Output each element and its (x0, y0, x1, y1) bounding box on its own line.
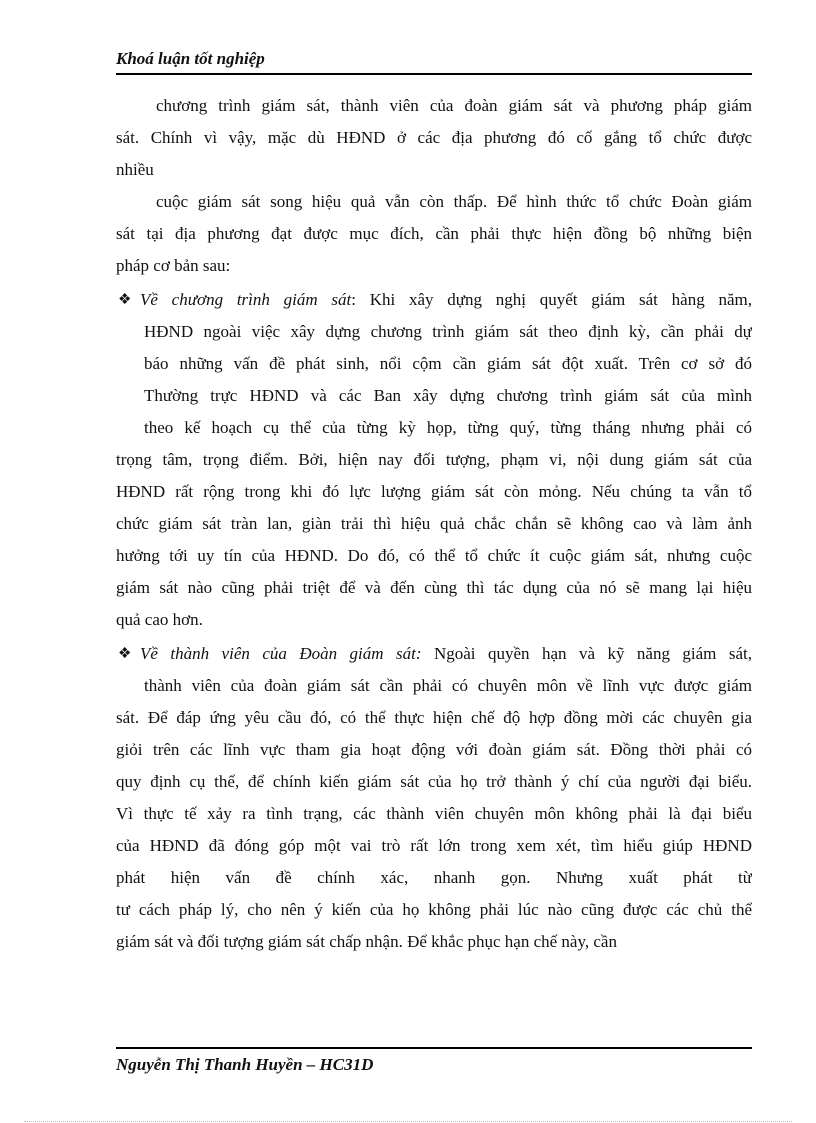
page-footer (116, 1047, 752, 1074)
text-line: của HĐND đã đóng góp một vai trò rất lớn trong xem xét, tìm hiểu giúp HĐND (116, 836, 752, 855)
text-line: sát. Chính vì vậy, mặc dù HĐND ở các địa phương đó cố gắng tổ chức được (116, 128, 752, 147)
text-line (140, 284, 752, 316)
text-line: nhiều (116, 160, 154, 179)
text-line: chương trình giám sát, thành viên của đoàn giám sát và phương pháp giám (156, 96, 752, 115)
text-line: báo những vấn đề phát sinh, nổi cộm cần giám sát đột xuất. Trên cơ sở đó (144, 354, 752, 373)
text-line: giám sát nào cũng phải triệt để và đến cùng thì tác dụng của nó sẽ mang lại hiệu (116, 578, 752, 597)
text-line: HĐND rất rộng trong khi đó lực lượng giám sát còn mỏng. Nếu chúng ta vẫn tổ (116, 482, 752, 501)
line-text: Ngoài quyền hạn và kỹ năng giám sát, (421, 644, 752, 663)
diamond-bullet-icon: ❖ (118, 646, 132, 662)
text-line: thành viên của đoàn giám sát cần phải có chuyên môn về lĩnh vực được giám (144, 676, 752, 695)
text-line (140, 638, 752, 670)
text-line: giỏi trên các lĩnh vực tham gia hoạt động với đoàn giám sát. Đồng thời phải có (116, 740, 752, 759)
text-line: hưởng tới uy tín của HĐND. Do đó, có thể tổ chức ít cuộc giám sát, nhưng cuộc (116, 546, 752, 565)
text-line: Vì thực tế xảy ra tình trạng, các thành viên chuyên môn không phải là đại biểu (116, 804, 752, 823)
footer-author: Nguyễn Thị Thanh Huyền – HC31D (116, 1055, 374, 1074)
italic-heading: Về thành viên của Đoàn giám sát: (140, 644, 422, 663)
text-line: sát. Để đáp ứng yêu cầu đó, có thể thực hiện chế độ hợp đồng mời các chuyên gia (116, 708, 752, 727)
italic-heading: Về chương trình giám sát (140, 290, 352, 309)
page-header (116, 47, 752, 75)
line-text: : Khi xây dựng nghị quyết giám sát hàng năm, (351, 290, 752, 309)
text-line: giám sát và đối tượng giám sát chấp nhận. Để khắc phục hạn chế này, cần (116, 932, 617, 951)
text-line: phát hiện vấn đề chính xác, nhanh gọn. Nhưng xuất phát từ (116, 868, 752, 887)
text-line: tư cách pháp lý, cho nên ý kiến của họ không phải lúc nào cũng được các chủ thể (116, 900, 752, 919)
text-line: HĐND ngoài việc xây dựng chương trình giám sát theo định kỳ, cần phải dự (144, 322, 752, 341)
text-line: sát tại địa phương đạt được mục đích, cần phải thực hiện đồng bộ những biện (116, 224, 752, 243)
text-line: theo kế hoạch cụ thể của từng kỳ họp, từng quý, từng tháng nhưng phải có (144, 418, 752, 437)
diamond-bullet-icon: ❖ (118, 292, 132, 308)
page-bottom-border (24, 1121, 792, 1122)
text-line: quy định cụ thể, để chính kiến giám sát của họ trở thành ý chí của người đại biểu. (116, 772, 752, 791)
text-line: quả cao hơn. (116, 610, 203, 629)
text-line: chức giám sát tràn lan, giàn trải thì hiệu quả chắc chắn sẽ không cao và làm ảnh (116, 514, 752, 533)
header-title: Khoá luận tốt nghiệp (116, 49, 265, 68)
text-line: Thường trực HĐND và các Ban xây dựng chương trình giám sát của mình (144, 386, 752, 405)
text-line: cuộc giám sát song hiệu quả vẫn còn thấp. Để hình thức tổ chức Đoàn giám (156, 192, 752, 211)
text-line: pháp cơ bản sau: (116, 256, 231, 275)
text-line: trọng tâm, trọng điểm. Bởi, hiện nay đối tượng, phạm vi, nội dung giám sát của (116, 450, 752, 469)
